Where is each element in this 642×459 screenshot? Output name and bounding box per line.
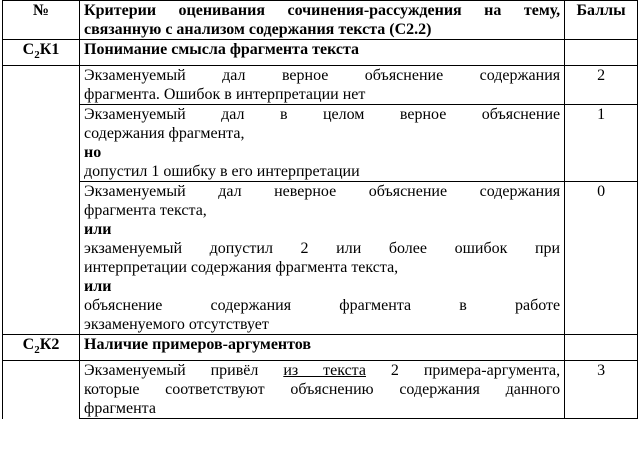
code-subscript: 2 — [34, 344, 40, 357]
section-row-k2 — [3, 335, 638, 361]
code-prefix: С — [22, 336, 35, 354]
section-score-empty — [565, 40, 638, 66]
section-title-k2: Наличие примеров-аргументов — [80, 335, 565, 361]
criteria-table — [2, 0, 638, 419]
code-cell-empty — [3, 361, 80, 419]
description-line: интерпретации содержания фрагмента текста, — [84, 259, 399, 277]
description-line: Экзаменуемый дал неверное объяснение содержания — [84, 183, 561, 201]
code-cell-empty — [3, 66, 80, 105]
description-line: фрагмента — [84, 400, 156, 418]
section-title-k1: Понимание смысла фрагмента текста — [80, 40, 565, 66]
header-criteria: Критерии оценивания сочинения-рассуждения на тему, связанную с анализом содержания текста (С2.2) — [80, 1, 565, 40]
score-cell: 2 — [565, 66, 638, 105]
score-cell: 0 — [565, 182, 638, 335]
description-line: допустил 1 ошибку в его интерпретации — [84, 163, 360, 181]
description-line — [84, 361, 560, 380]
conjunction: или — [84, 221, 112, 239]
description-line: содержания фрагмента, — [84, 125, 245, 143]
description-line: которые соответствуют объяснению содержания данного — [84, 381, 561, 399]
header-points: Баллы — [565, 1, 638, 40]
description-line: фрагмента. Ошибок в интерпретации нет — [84, 86, 366, 104]
description-line: экзаменуемый допустил 2 или более ошибок при — [84, 240, 561, 258]
description-line: объяснение содержания фрагмента в работе — [84, 297, 561, 315]
table-header-row — [3, 1, 638, 40]
code-suffix: К2 — [39, 336, 60, 354]
description-line: Экзаменуемый дал верное объяснение содержания — [84, 67, 561, 85]
description-line: фрагмента текста, — [84, 202, 207, 220]
text-part: 2 примера-аргумента, — [365, 362, 561, 380]
criterion-description — [80, 66, 565, 105]
score-cell: 1 — [565, 105, 638, 182]
conjunction: но — [84, 144, 102, 162]
score-cell: 3 — [565, 361, 638, 419]
conjunction: или — [84, 278, 112, 296]
section-row-k1 — [3, 40, 638, 66]
table-row — [3, 182, 638, 335]
criterion-description — [80, 182, 565, 335]
criterion-code-k1 — [3, 40, 80, 66]
header-number: № — [3, 1, 80, 40]
criterion-description — [80, 105, 565, 182]
code-cell-empty — [3, 105, 80, 182]
section-score-empty — [565, 335, 638, 361]
code-subscript: 2 — [34, 49, 40, 62]
text-part: Экзаменуемый привёл — [84, 362, 284, 380]
underlined-text: из текста — [283, 362, 366, 380]
description-line: Экзаменуемый дал в целом верное объяснение — [84, 106, 561, 124]
table-row — [3, 105, 638, 182]
criterion-code-k2 — [3, 335, 80, 361]
criterion-description — [80, 361, 565, 419]
code-suffix: К1 — [39, 41, 60, 58]
description-line: экзаменуемого отсутствует — [84, 316, 269, 334]
table-row — [3, 361, 638, 419]
table-row — [3, 66, 638, 105]
code-prefix: С — [22, 41, 35, 58]
code-cell-empty — [3, 182, 80, 335]
